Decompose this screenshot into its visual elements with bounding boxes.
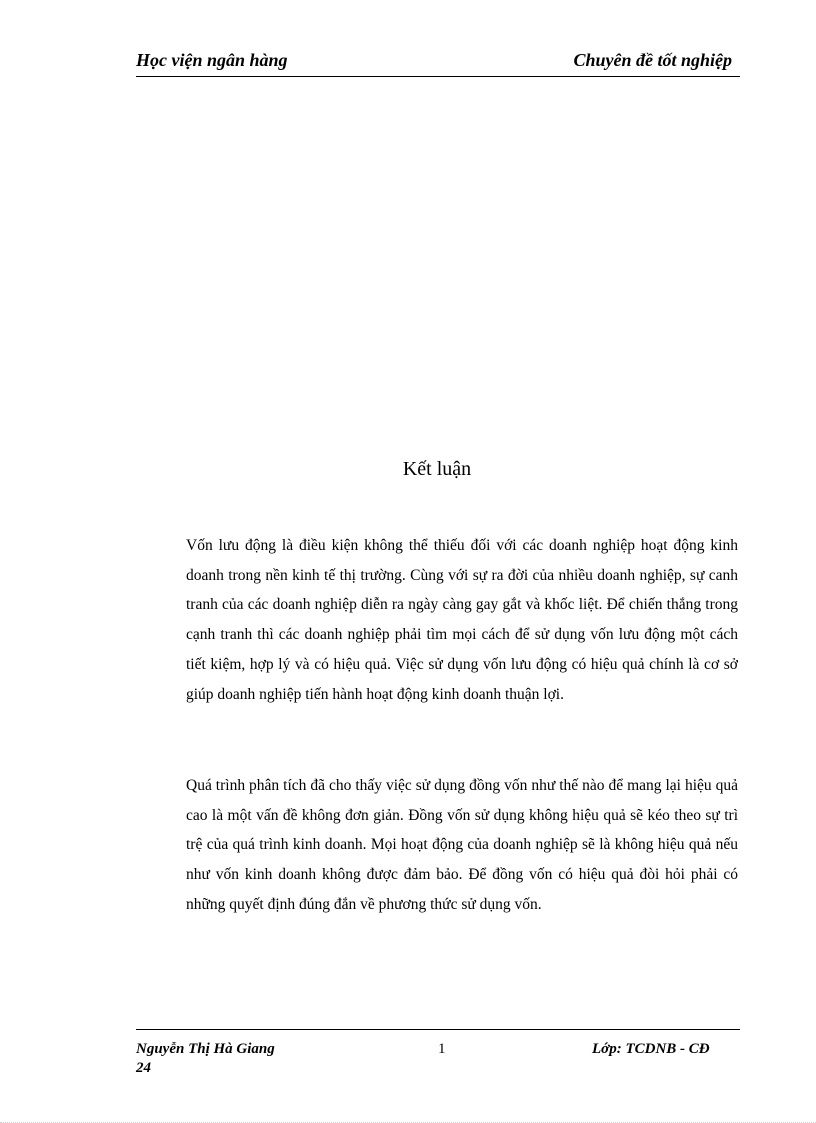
header-document-type: Chuyên đề tốt nghiệp: [573, 50, 732, 70]
footer-page-number: 1: [438, 1041, 446, 1057]
page-header: [136, 48, 740, 77]
paragraph-1: Vốn lưu động là điều kiện không thể thiếu đối với các doanh nghiệp hoạt động kinh doanh trong nền kinh tế thị trường. Cùng với sự ra đời của nhiều doanh nghiệp, sự canh tranh của các doanh nghiệp diễn ra ngày càng gay gắt và khốc liệt. Để chiến thắng trong cạnh tranh thì các doanh nghiệp phải tìm mọi cách để sử dụng vốn lưu động một cách tiết kiệm, hợp lý và có hiệu quả. Việc sử dụng vốn lưu động có hiệu quả chính là cơ sở giúp doanh nghiệp tiến hành hoạt động kinh doanh thuận lợi.: [186, 537, 738, 703]
footer-author: Nguyễn Thị Hà Giang: [136, 1041, 275, 1057]
footer-author-suffix: 24: [136, 1060, 151, 1076]
footer-divider: [136, 1029, 740, 1030]
paragraph-2: Quá trình phân tích đã cho thấy việc sử dụng đồng vốn như thế nào để mang lại hiệu quả cao là một vấn đề không đơn giản. Đồng vốn sử dụng không hiệu quả sẽ kéo theo sự trì trệ của quá trình kinh doanh. Mọi hoạt động của doanh nghiệp sẽ là không hiệu quả nếu như vốn kinh doanh không được đảm bảo. Để đồng vốn có hiệu quả đòi hỏi phải có những quyết định đúng đắn về phương thức sử dụng vốn.: [186, 777, 738, 913]
footer-class: Lớp: TCDNB - CĐ: [592, 1041, 710, 1057]
section-title: Kết luận: [402, 458, 472, 480]
header-institution: Học viện ngân hàng: [136, 50, 288, 70]
